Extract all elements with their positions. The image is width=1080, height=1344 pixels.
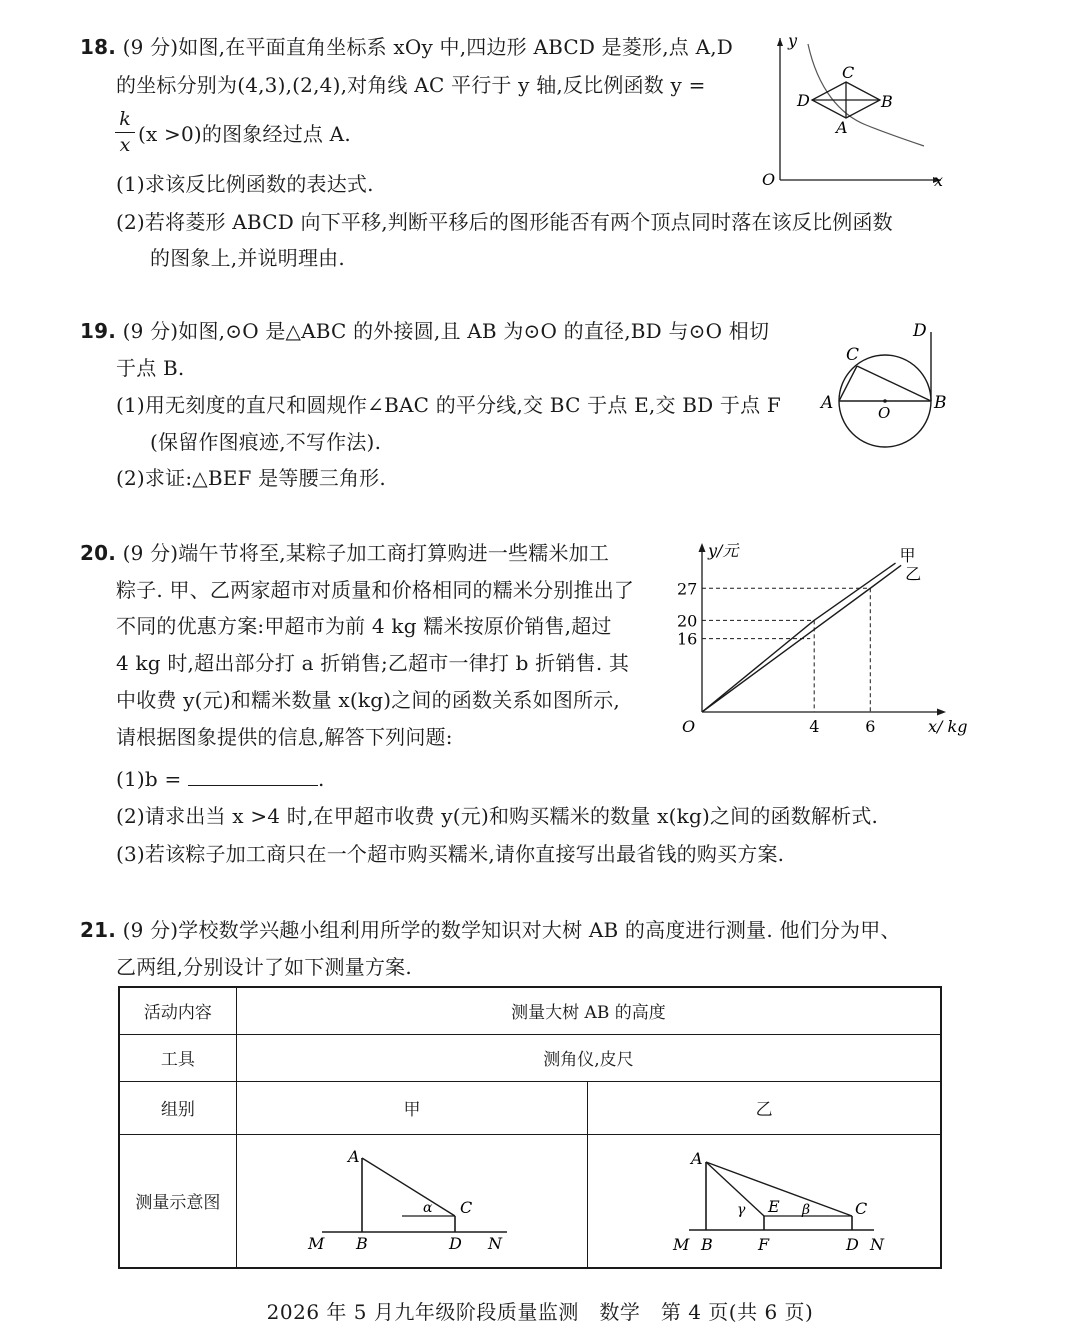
q20-stem-5: 中收费 y(元)和糯米数量 x(kg)之间的函数关系如图所示, xyxy=(116,688,620,712)
q20-part1-suffix: . xyxy=(318,767,325,791)
q21-cell-diagram-b xyxy=(588,1134,941,1268)
q18-figure xyxy=(756,30,956,195)
q20-answer-blank xyxy=(188,767,318,786)
q21b-point-c: C xyxy=(855,1198,868,1218)
q18-part2-b: 的图象上,并说明理由. xyxy=(150,246,345,270)
q20-line1 xyxy=(80,540,609,566)
q18-frac-numerator: k xyxy=(119,108,131,130)
q20-chart xyxy=(670,535,968,736)
q18-fig-point-b: B xyxy=(881,92,893,111)
q20-stem-1: (9 分)端午节将至,某粽子加工商打算购进一些糯米加工 xyxy=(122,541,610,565)
q21-stem-2: 乙两组,分别设计了如下测量方案. xyxy=(116,955,412,979)
x-axis-arrow xyxy=(937,709,946,716)
q21-cell-tools-label: 工具 xyxy=(119,1034,236,1081)
q19-number: 19. xyxy=(80,319,117,343)
q18-fig-y-label: y xyxy=(788,31,798,50)
q21-cell-diagram-a xyxy=(236,1134,587,1268)
q20-stem-3: 不同的优惠方案:甲超市为前 4 kg 糯米按原价销售,超过 xyxy=(116,614,612,638)
q21-number: 21. xyxy=(80,918,117,942)
q18-part1: (1)求该反比例函数的表达式. xyxy=(116,172,374,196)
q21a-point-c: C xyxy=(460,1197,473,1217)
x-tick-6: 6 xyxy=(865,717,876,736)
q18-fig-point-d: D xyxy=(797,91,810,110)
q21b-point-b: B xyxy=(701,1234,713,1254)
q19-part1-a: (1)用无刻度的直尺和圆规作∠BAC 的平分线,交 BC 于点 E,交 BD 于点 F xyxy=(116,393,781,417)
q19-fig-point-o: O xyxy=(878,404,891,422)
q21-table xyxy=(118,986,942,1269)
y-tick-27: 27 xyxy=(677,579,698,599)
q21-table-row-activity xyxy=(119,987,941,1034)
q21a-angle-alpha: α xyxy=(423,1199,433,1216)
q19-stem-2: 于点 B. xyxy=(116,356,185,380)
q21a-point-a: A xyxy=(348,1146,360,1166)
q18-stem-3: (x >0)的图象经过点 A. xyxy=(138,122,351,146)
q21-cell-group-a: 甲 xyxy=(236,1081,587,1134)
q21a-point-d: D xyxy=(449,1233,462,1253)
q21-table-row-diagram xyxy=(119,1134,941,1268)
series-label-yi: 乙 xyxy=(905,564,922,584)
y-tick-16: 16 xyxy=(677,629,698,649)
q21-table-row-tools xyxy=(119,1034,941,1081)
q19-figure xyxy=(815,318,955,458)
series-label-jia: 甲 xyxy=(899,546,916,566)
q19-fig-point-a: A xyxy=(821,393,834,413)
q21-cell-activity-label: 活动内容 xyxy=(119,987,236,1034)
q20-stem-4: 4 kg 时,超出部分打 a 折销售;乙超市一律打 b 折销售. 其 xyxy=(116,651,630,675)
q21b-point-d: D xyxy=(846,1234,859,1254)
q21b-point-f: F xyxy=(758,1234,770,1254)
q18-fig-point-c: C xyxy=(842,63,855,82)
y-tick-20: 20 xyxy=(677,611,698,631)
q18-line1 xyxy=(80,34,733,60)
y-axis-arrow xyxy=(699,543,706,552)
q20-part2: (2)请求出当 x >4 时,在甲超市收费 y(元)和购买糯米的数量 x(kg)之间的函数解析式. xyxy=(116,804,879,828)
q19-line1 xyxy=(80,318,769,344)
y-axis-label: y/元 xyxy=(708,541,739,560)
q19-part1-b: (保留作图痕迹,不写作法). xyxy=(150,430,382,454)
q21-cell-diagram-label: 测量示意图 xyxy=(119,1134,236,1268)
q19-fig-point-c: C xyxy=(846,345,860,365)
q18-fig-x-label: x xyxy=(934,171,944,190)
q20-part1-prefix: (1)b = xyxy=(116,767,182,791)
q21-cell-group-b: 乙 xyxy=(588,1081,941,1134)
q18-fig-origin-label: O xyxy=(762,170,776,189)
q21-diagram-b xyxy=(639,1142,889,1260)
q21a-point-b: B xyxy=(356,1233,368,1253)
q19-fig-point-d: D xyxy=(913,321,927,341)
page-footer: 2026 年 5 月九年级阶段质量监测 数学 第 4 页(共 6 页) xyxy=(266,1300,814,1324)
q21-cell-groups-label: 组别 xyxy=(119,1081,236,1134)
series-line-jia xyxy=(702,563,896,712)
q20-number: 20. xyxy=(80,541,117,565)
q21b-point-n: N xyxy=(870,1234,885,1254)
q21-stem-1: (9 分)学校数学兴趣小组利用所学的数学知识对大树 AB 的高度进行测量. 他们分为甲、 xyxy=(122,918,901,942)
q20-part1 xyxy=(116,766,325,792)
q20-stem-2: 粽子. 甲、乙两家超市对质量和价格相同的糯米分别推出了 xyxy=(116,578,635,602)
q21-table-row-groups xyxy=(119,1081,941,1134)
q21b-angle-beta: β xyxy=(802,1201,811,1218)
q21-cell-activity-value: 测量大树 AB 的高度 xyxy=(236,987,941,1034)
x-tick-4: 4 xyxy=(809,717,820,736)
q21-diagram-a xyxy=(292,1146,532,1256)
q21b-point-e: E xyxy=(768,1196,780,1216)
q18-fig-point-a: A xyxy=(836,118,848,137)
q20-part3: (3)若该粽子加工商只在一个超市购买糯米,请你直接写出最省钱的购买方案. xyxy=(116,842,785,866)
q21b-point-m: M xyxy=(673,1234,690,1254)
origin-label: O xyxy=(682,717,696,736)
q18-frac-denominator: x xyxy=(119,134,131,156)
q19-fig-point-b: B xyxy=(934,393,947,413)
q21a-point-n: N xyxy=(488,1233,502,1253)
q19-part2: (2)求证:△BEF 是等腰三角形. xyxy=(116,466,386,490)
q18-stem-1: (9 分)如图,在平面直角坐标系 xOy 中,四边形 ABCD 是菱形,点 A,D xyxy=(122,35,734,59)
q21b-point-a: A xyxy=(691,1148,703,1168)
q21b-angle-gamma: γ xyxy=(737,1201,746,1218)
q20-stem-6: 请根据图象提供的信息,解答下列问题: xyxy=(116,725,453,749)
q21-line1 xyxy=(80,917,901,943)
x-axis-label: x/ kg xyxy=(928,717,968,736)
q18-frac-bar xyxy=(115,132,135,133)
q18-number: 18. xyxy=(80,35,117,59)
q19-stem-1: (9 分)如图,⊙O 是△ABC 的外接圆,且 AB 为⊙O 的直径,BD 与⊙O 相切 xyxy=(122,319,770,343)
q18-stem-2: 的坐标分别为(4,3),(2,4),对角线 AC 平行于 y 轴,反比例函数 y = xyxy=(116,73,706,97)
q21-cell-tools-value: 测角仪,皮尺 xyxy=(236,1034,941,1081)
q21a-point-m: M xyxy=(308,1233,325,1253)
q18-part2-a: (2)若将菱形 ABCD 向下平移,判断平移后的图形能否有两个顶点同时落在该反比例函数 xyxy=(116,210,893,234)
